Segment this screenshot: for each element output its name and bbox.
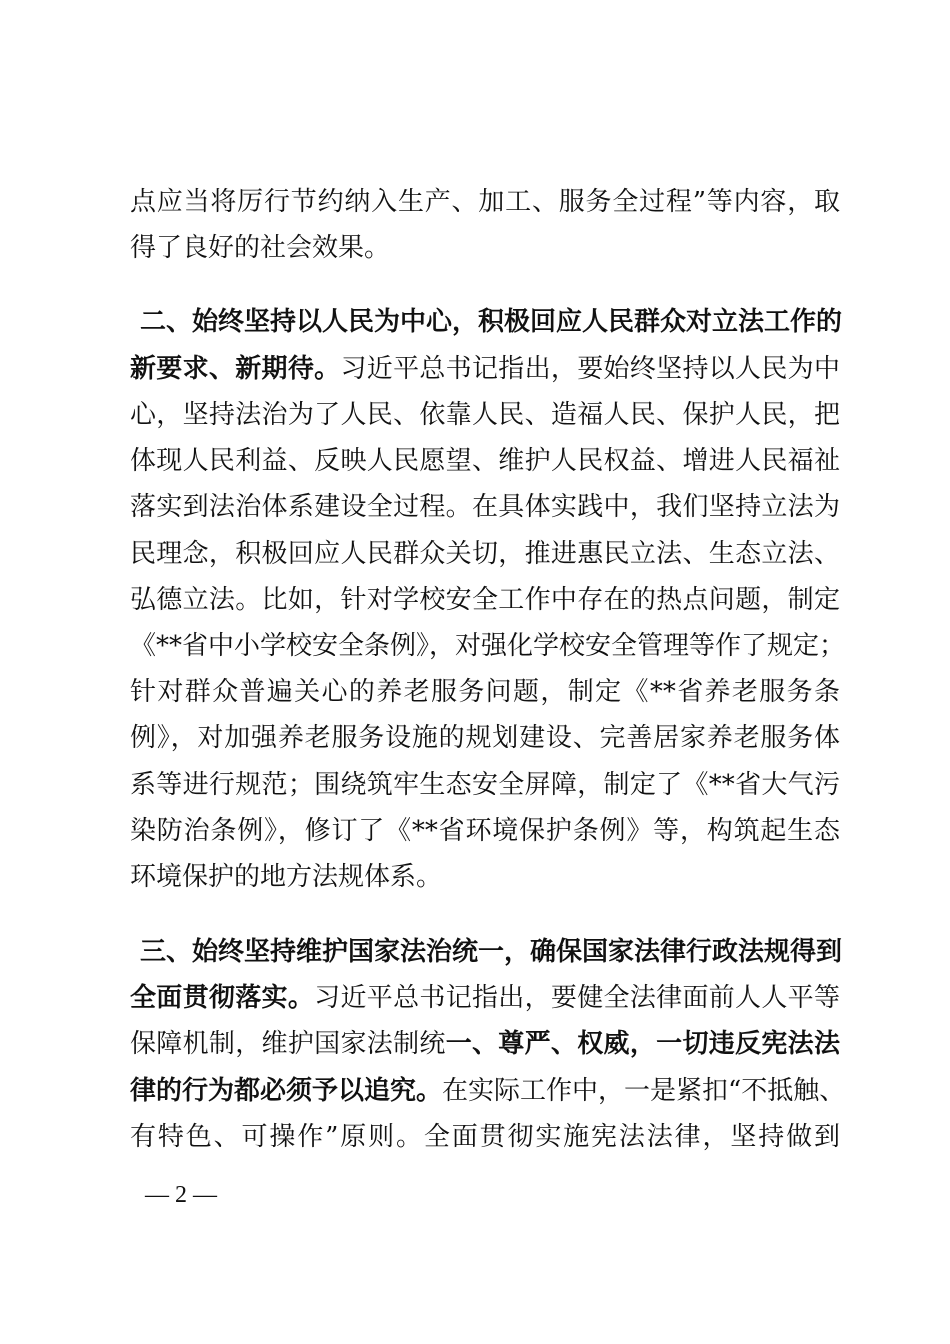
paragraph-line <box>130 1071 846 1111</box>
emphasized-text: 律的行为都必须予以追究。 <box>130 1076 443 1106</box>
emphasized-text: 一、尊严、权威，一切违反宪法法 <box>445 1029 840 1059</box>
paragraph-text: 习近平总书记指出，要健全法律面前人人平等 <box>314 983 840 1013</box>
page-number: — 2 — <box>145 1182 217 1208</box>
paragraph-line <box>130 1024 840 1064</box>
paragraph-line <box>130 349 840 389</box>
paragraph-line: 针对群众普遍关心的养老服务问题，制定《**省养老服务条 <box>130 677 840 707</box>
paragraph-line: 得了良好的社会效果。 <box>130 233 391 263</box>
section-heading: 二、始终坚持以人民为中心，积极回应人民群众对立法工作的 <box>140 307 843 337</box>
paragraph-line: 例》，对加强养老服务设施的规划建设、完善居家养老服务体 <box>130 723 840 753</box>
paragraph-line: 民理念，积极回应人民群众关切，推进惠民立法、生态立法、 <box>130 539 840 569</box>
paragraph-line: 体现人民利益、反映人民愿望、维护人民权益、增进人民福祉 <box>130 446 840 476</box>
paragraph-line <box>130 978 840 1018</box>
paragraph-line: 系等进行规范；围绕筑牢生态安全屏障，制定了《**省大气污 <box>130 770 840 800</box>
paragraph-line: 心，坚持法治为了人民、依靠人民、造福人民、保护人民，把 <box>130 400 840 430</box>
section-heading: 三、始终坚持维护国家法治统一，确保国家法律行政法规得到 <box>140 937 843 967</box>
paragraph-line: 落实到法治体系建设全过程。在具体实践中，我们坚持立法为 <box>130 492 840 522</box>
paragraph-line: 弘德立法。比如，针对学校安全工作中存在的热点问题，制定 <box>130 585 840 615</box>
paragraph-line: 点应当将厉行节约纳入生产、加工、服务全过程”等内容，取 <box>130 187 840 217</box>
paragraph-text: 习近平总书记指出，要始终坚持以人民为中 <box>340 354 840 384</box>
paragraph-line: 有特色、可操作”原则。全面贯彻实施宪法法律，坚持做到 <box>130 1122 840 1152</box>
paragraph-text: 在实际工作中，一是紧扣“不抵触、 <box>442 1076 846 1106</box>
section-heading-continuation: 全面贯彻落实。 <box>130 983 315 1013</box>
section-heading-continuation: 新要求、新期待。 <box>130 354 341 384</box>
paragraph-line: 《**省中小学校安全条例》，对强化学校安全管理等作了规定； <box>130 631 846 661</box>
paragraph-line: 染防治条例》，修订了《**省环境保护条例》等，构筑起生态 <box>130 816 840 846</box>
paragraph-text: 保障机制，维护国家法制统 <box>130 1029 446 1059</box>
paragraph-line: 环境保护的地方法规体系。 <box>130 862 443 892</box>
